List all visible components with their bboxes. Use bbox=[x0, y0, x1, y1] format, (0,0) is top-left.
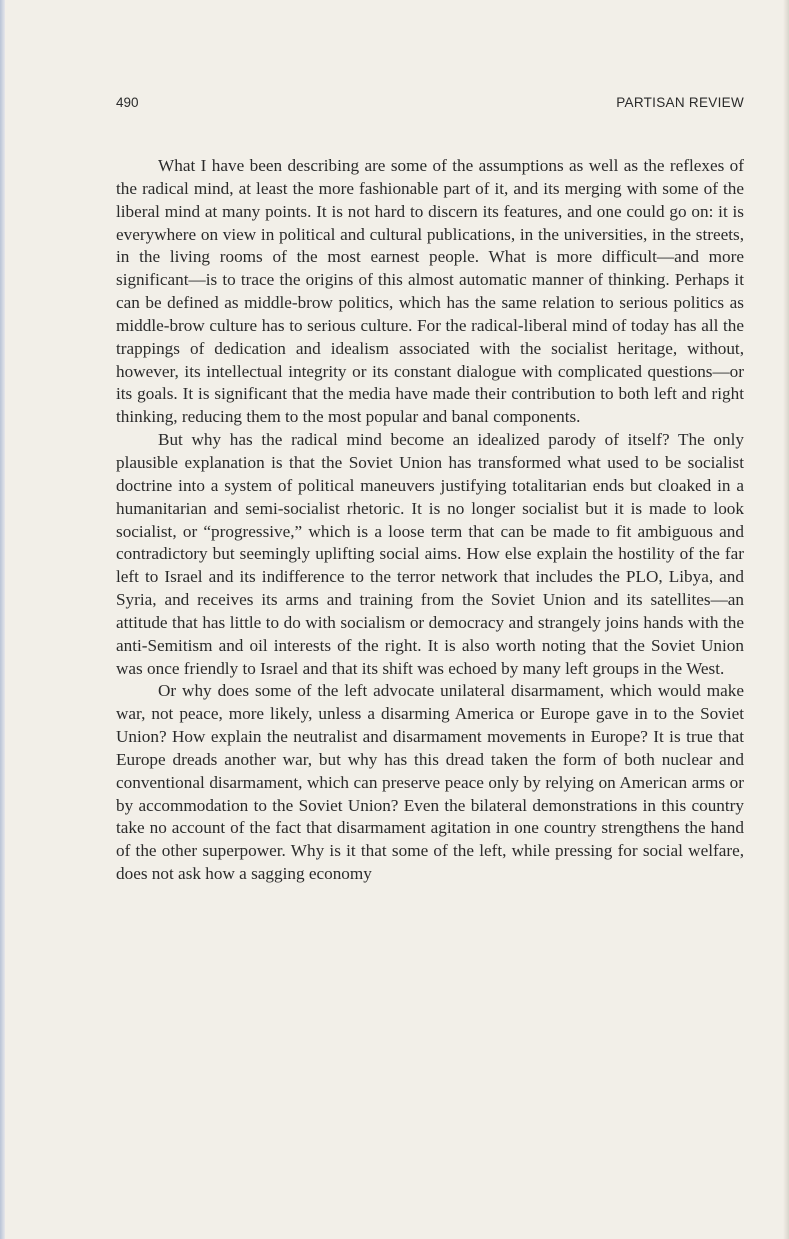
book-spine-edge bbox=[0, 0, 5, 1239]
paragraph-3: Or why does some of the left advocate unilateral disarmament, which would make war, not peace, more likely, unless a disarming America or Europe gave in to the Soviet Union? How explain the neutralist and disarmament movements in Europe? It is true that Europe dreads another war, but why has this dread taken the form of both nuclear and conventional disarmament, which can preserve peace only by relying on American arms or by accommodation to the Soviet Union? Even the bilateral demonstrations in this country take no account of the fact that disarmament agitation in one country strengthens the hand of the other superpower. Why is it that some of the left, while pressing for social welfare, does not ask how a sagging economy bbox=[116, 681, 744, 884]
body-text bbox=[116, 155, 744, 886]
running-head bbox=[116, 95, 744, 113]
journal-title: PARTISAN REVIEW bbox=[616, 95, 744, 110]
paragraph-2: But why has the radical mind become an idealized parody of itself? The only plausible explanation is that the Soviet Union has transformed what used to be socialist doctrine into a system of political maneuvers justifying totalitarian ends but cloaked in a humanitarian and semi-socialist rhetoric. It is no longer socialist but it is made to look socialist, or “progressive,” which is a loose term that can be made to fit ambiguous and contradictory but seemingly uplifting social aims. How else explain the hostility of the far left to Israel and its indifference to the terror network that includes the PLO, Libya, and Syria, and receives its arms and training from the Soviet Union and its satellites—an attitude that has little to do with socialism or democracy and strangely joins hands with the anti-Semitism and oil interests of the right. It is also worth noting that the Soviet Union was once friendly to Israel and that its shift was echoed by many left groups in the West. bbox=[116, 430, 744, 678]
page-number: 490 bbox=[116, 95, 139, 110]
page-right-edge bbox=[783, 0, 789, 1239]
paragraph-1: What I have been describing are some of the assumptions as well as the reflexes of the radical mind, at least the more fashionable part of it, and its merging with some of the liberal mind at many points. It is not hard to discern its features, and one could go on: it is everywhere on view in political and cultural publications, in the universities, in the streets, in the living rooms of the most earnest people. What is more difficult—and more significant—is to trace the origins of this almost automatic manner of thinking. Perhaps it can be defined as middle-brow politics, which has the same relation to serious politics as middle-brow culture has to serious culture. For the radical-liberal mind of today has all the trappings of dedication and idealism associated with the socialist heritage, without, however, its intellectual integrity or its constant dialogue with complicated questions—or its goals. It is significant that the media have made their contribution to both left and right thinking, reducing them to the most popular and banal components. bbox=[116, 156, 744, 427]
